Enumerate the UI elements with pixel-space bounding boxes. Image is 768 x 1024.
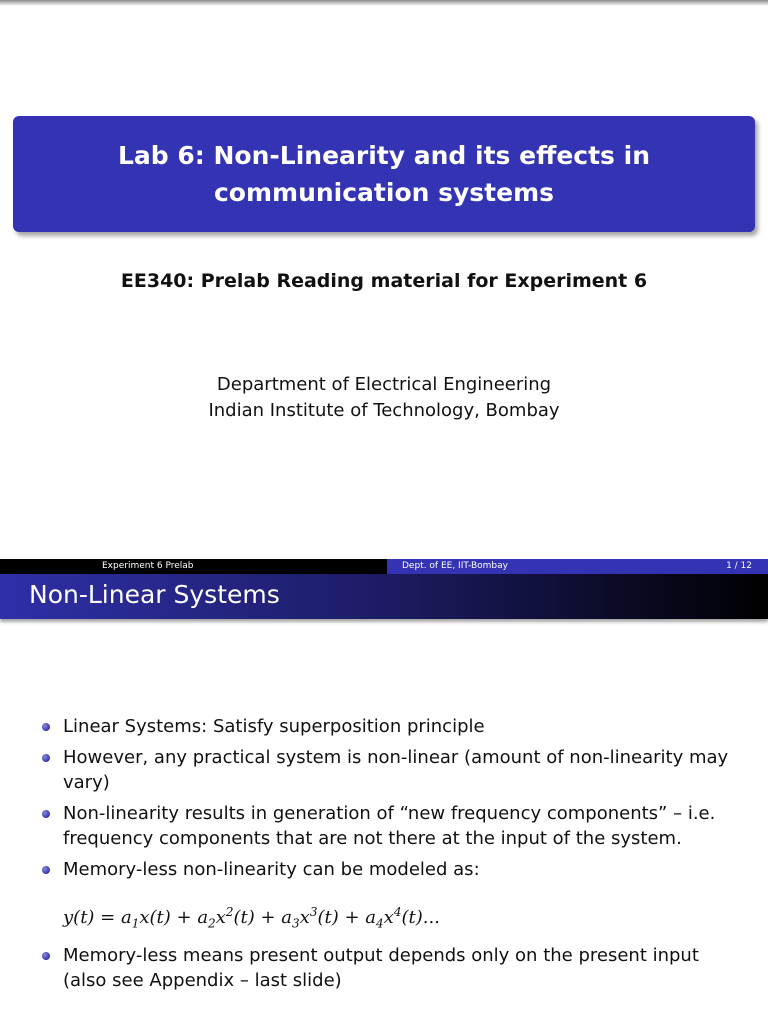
- footer-right-section: [387, 559, 768, 574]
- footer-page-number: 1 / 12: [726, 561, 752, 571]
- frame-title: Non-Linear Systems: [29, 580, 280, 609]
- department-name: Department of Electrical Engineering: [216, 374, 552, 395]
- nonlinearity-equation: [40, 900, 730, 937]
- bullet-icon: [42, 952, 50, 960]
- list-item: [40, 745, 730, 795]
- equation-text: $y(t) = a_1x(t) + a_2x^2(t) + a_3x^3(t) + a_4x^4(t)$...: [63, 905, 440, 931]
- bullet-list: [40, 714, 730, 999]
- title-line-1: Lab 6: Non-Linearity and its effects in: [118, 141, 650, 170]
- bullet-icon: [42, 754, 50, 762]
- page-top-shadow: [0, 0, 768, 6]
- list-item: [40, 714, 730, 739]
- bullet-icon: [42, 723, 50, 731]
- bullet-text: Memory-less non-linearity can be modeled as:: [63, 859, 480, 880]
- list-item: [40, 801, 730, 851]
- frame-title-bar: [0, 574, 768, 619]
- slide-footer: [0, 559, 768, 574]
- institute-block: [0, 372, 768, 424]
- title-line-2: communication systems: [213, 178, 555, 207]
- bullet-text: Memory-less means present output depends only on the present input (also see Appendix – last slide): [63, 944, 699, 991]
- bullet-icon: [42, 866, 50, 874]
- institute-name: Indian Institute of Technology, Bombay: [208, 400, 560, 421]
- bullet-text: Linear Systems: Satisfy superposition principle: [63, 716, 485, 737]
- subtitle: EE340: Prelab Reading material for Experiment 6: [120, 270, 648, 292]
- list-item: [40, 857, 730, 882]
- title-block: [13, 116, 755, 232]
- footer-institute: Dept. of EE, IIT-Bombay: [402, 561, 508, 571]
- bullet-text: However, any practical system is non-linear (amount of non-linearity may vary): [63, 747, 729, 793]
- bullet-text: Non-linearity results in generation of “new frequency components” – i.e. frequency components that are not there at the input of the system.: [63, 803, 716, 849]
- list-item: [40, 943, 730, 993]
- footer-short-title: Experiment 6 Prelab: [0, 559, 387, 574]
- bullet-icon: [42, 810, 50, 818]
